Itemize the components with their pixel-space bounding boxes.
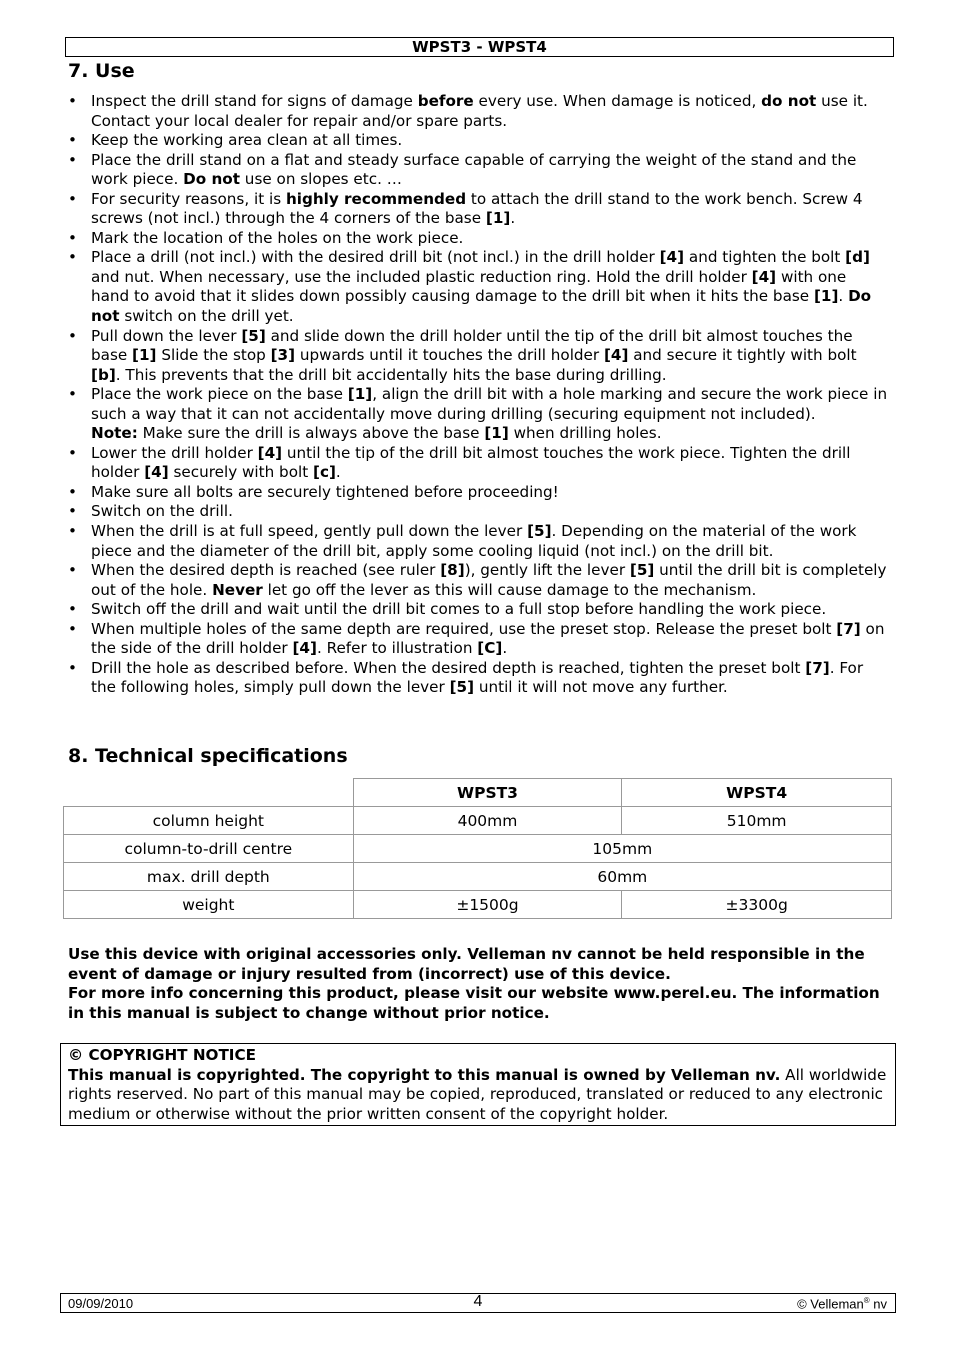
body-text: Inspect the drill stand for signs of damage [91, 92, 418, 110]
section-heading-specs: 8. Technical specifications [68, 745, 348, 767]
body-text: . For the following holes, simply pull down the lever [91, 658, 864, 697]
body-text: When multiple holes of the same depth are required, use the preset stop. Release the preset bolt [91, 619, 837, 638]
emphasis-text: [4] [659, 248, 685, 267]
footer-date: 09/09/2010 [68, 1296, 134, 1311]
body-text: Pull down the lever [91, 326, 242, 345]
list-item [66, 92, 888, 131]
body-text: every use. When damage is noticed, [473, 92, 762, 110]
list-item [66, 444, 888, 483]
specifications-table [63, 778, 892, 919]
emphasis-text: before [417, 92, 474, 110]
body-text: on the side of the drill holder [91, 619, 885, 658]
list-item [66, 561, 888, 600]
body-text: Make sure the drill is always above the base [137, 424, 485, 443]
copyright-notice [60, 1043, 896, 1126]
body-text: . [335, 463, 341, 482]
emphasis-text: [4] [751, 267, 777, 286]
emphasis-text: [5] [527, 522, 552, 541]
emphasis-text: [c] [313, 463, 336, 482]
footer-owner-suffix: nv [869, 1296, 887, 1312]
body-text: use on slopes etc. … [239, 170, 402, 189]
emphasis-text: [4] [257, 443, 283, 462]
body-text: upwards until it touches the drill holder [295, 346, 604, 365]
list-item [66, 190, 888, 229]
emphasis-text: [C] [477, 639, 503, 658]
emphasis-text: [5] [449, 678, 475, 697]
emphasis-text: [4] [292, 639, 317, 658]
column-header-wpst3: WPST3 [353, 779, 622, 807]
page-number: 4 [473, 1293, 483, 1310]
list-item [66, 600, 888, 620]
list-item [66, 151, 888, 190]
body-text: and tighten the bolt [684, 248, 846, 267]
body-text: Place the work piece on the base [91, 385, 348, 404]
emphasis-text: highly recommended [285, 189, 467, 208]
cell-value: ±3300g [622, 891, 892, 919]
emphasis-text: [7] [805, 658, 830, 677]
body-text: ), gently lift the lever [464, 561, 630, 580]
use-instructions-list [66, 92, 888, 698]
list-item [66, 483, 888, 503]
list-item [66, 522, 888, 561]
body-text: and secure it tightly with bolt [628, 346, 857, 365]
body-text: . Depending on the material of the work piece and the diameter of the drill bit, apply some cooling liquid (not incl.) on the drill bit. [91, 522, 857, 560]
list-item [66, 327, 888, 386]
emphasis-text: [1] [484, 424, 509, 443]
copyright-text [68, 1066, 895, 1125]
emphasis-text: [4] [144, 463, 169, 482]
emphasis-text: [5] [241, 326, 266, 345]
table-header-row [64, 779, 892, 807]
cell-value: ±1500g [353, 891, 622, 919]
row-label: max. drill depth [64, 863, 354, 891]
emphasis-text: [d] [845, 248, 870, 267]
body-text: switch on the drill yet. [119, 307, 294, 326]
emphasis-text: Do not [91, 287, 872, 326]
body-text: When the drill is at full speed, gently pull down the lever [91, 522, 528, 541]
body-text: Drill the hole as described before. When the desired depth is reached, tighten the preset bolt [91, 658, 806, 677]
section-heading-use: 7. Use [68, 60, 135, 82]
emphasis-text: Note: [91, 424, 138, 443]
cell-value: 60mm [353, 863, 891, 891]
body-text: . Refer to illustration [316, 639, 478, 658]
table-row [64, 835, 892, 863]
row-label: column-to-drill centre [64, 835, 354, 863]
body-text: to attach the drill stand to the work bench. Screw 4 screws (not incl.) through the 4 corners of the base [91, 189, 863, 228]
disclaimer-website: For more info concerning this product, please visit our website www.perel.eu. The information in this manual is subject to change without prior notice. [68, 984, 880, 1022]
footer-owner [797, 1296, 887, 1311]
list-item [66, 229, 888, 249]
body-text: securely with bolt [168, 463, 313, 482]
emphasis-text: do not [761, 92, 817, 110]
table-row [64, 891, 892, 919]
copyright-owner-statement: This manual is copyrighted. The copyright to this manual is owned by Velleman nv. [68, 1065, 781, 1084]
cell-value: 510mm [622, 807, 892, 835]
body-text: use it. Contact your local dealer for repair and/or spare parts. [91, 92, 868, 130]
emphasis-text: [1] [347, 385, 373, 404]
emphasis-text: [3] [270, 346, 296, 365]
row-label: column height [64, 807, 354, 835]
body-text: Make sure all bolts are securely tightened before proceeding! [91, 482, 559, 501]
list-item [66, 131, 888, 151]
row-label: weight [64, 891, 354, 919]
body-text: . [502, 639, 508, 658]
body-text: until the drill bit is completely out of the hole. [91, 561, 887, 599]
list-item [66, 659, 888, 698]
table-row [64, 863, 892, 891]
body-text: , align the drill bit with a hole marking and secure the work piece in such a way that it can not accidentally move during drilling (securing equipment not included). [91, 385, 888, 423]
body-text: . [510, 209, 516, 228]
body-text: Switch off the drill and wait until the drill bit comes to a full stop before handling the work piece. [91, 600, 827, 619]
emphasis-text: Do not [183, 170, 240, 189]
disclaimer [68, 945, 888, 1023]
body-text: Switch on the drill. [91, 502, 233, 521]
body-text: until it will not move any further. [474, 678, 728, 697]
body-text: When the desired depth is reached (see ruler [91, 561, 441, 580]
list-item [66, 502, 888, 522]
footer-owner-name: © Velleman [797, 1296, 864, 1312]
emphasis-text: [b] [91, 365, 116, 384]
registered-mark: ® [863, 1296, 870, 1305]
list-item [66, 620, 888, 659]
column-header-wpst4: WPST4 [622, 779, 892, 807]
emphasis-text: [4] [603, 346, 629, 365]
list-item [66, 248, 888, 326]
document-header: WPST3 - WPST4 [65, 37, 894, 57]
body-text: let go off the lever as this will cause damage to the mechanism. [262, 580, 757, 599]
body-text: Keep the working area clean at all times. [91, 131, 403, 150]
body-text: and slide down the drill holder until the tip of the drill bit almost touches the base [91, 326, 853, 365]
body-text: Place the drill stand on a flat and steady surface capable of carrying the weight of the stand and the work piece. [91, 150, 857, 189]
body-text: Slide the stop [156, 346, 271, 365]
body-text: Place a drill (not incl.) with the desired drill bit (not incl.) in the drill holder [91, 248, 660, 267]
body-text: . This prevents that the drill bit accidentally hits the base during drilling. [115, 365, 667, 384]
copyright-rights: All worldwide rights reserved. No part of this manual may be copied, reproduced, translated or reduced to any electronic medium or otherwise without the prior written consent of the copyright holder. [68, 1065, 887, 1123]
body-text: Mark the location of the holes on the work piece. [91, 228, 464, 247]
page-footer [60, 1293, 896, 1313]
table-row [64, 807, 892, 835]
body-text: . [838, 287, 849, 306]
emphasis-text: [1] [485, 209, 511, 228]
body-text: and nut. When necessary, use the included plastic reduction ring. Hold the drill holder [91, 267, 752, 286]
cell-value: 105mm [353, 835, 891, 863]
emphasis-text: [1] [132, 346, 157, 365]
body-text: with one hand to avoid that it slides down possibly causing damage to the drill bit when it hits the base [91, 267, 847, 306]
emphasis-text: [1] [813, 287, 839, 306]
body-text: until the tip of the drill bit almost touches the work piece. Tighten the drill holder [91, 443, 851, 482]
emphasis-text: [8] [440, 561, 465, 580]
body-text: For security reasons, it is [91, 189, 286, 208]
emphasis-text: Never [212, 580, 263, 599]
emphasis-text: [7] [836, 619, 861, 638]
disclaimer-accessories: Use this device with original accessories only. Velleman nv cannot be held responsible in the event of damage or injury resulted from (incorrect) use of this device. [68, 945, 865, 983]
emphasis-text: [5] [629, 561, 655, 580]
body-text: when drilling holes. [508, 424, 662, 443]
body-text: Lower the drill holder [91, 443, 258, 462]
table-corner-cell [64, 779, 354, 807]
copyright-title: © COPYRIGHT NOTICE [68, 1046, 256, 1064]
cell-value: 400mm [353, 807, 622, 835]
list-item [66, 385, 888, 444]
